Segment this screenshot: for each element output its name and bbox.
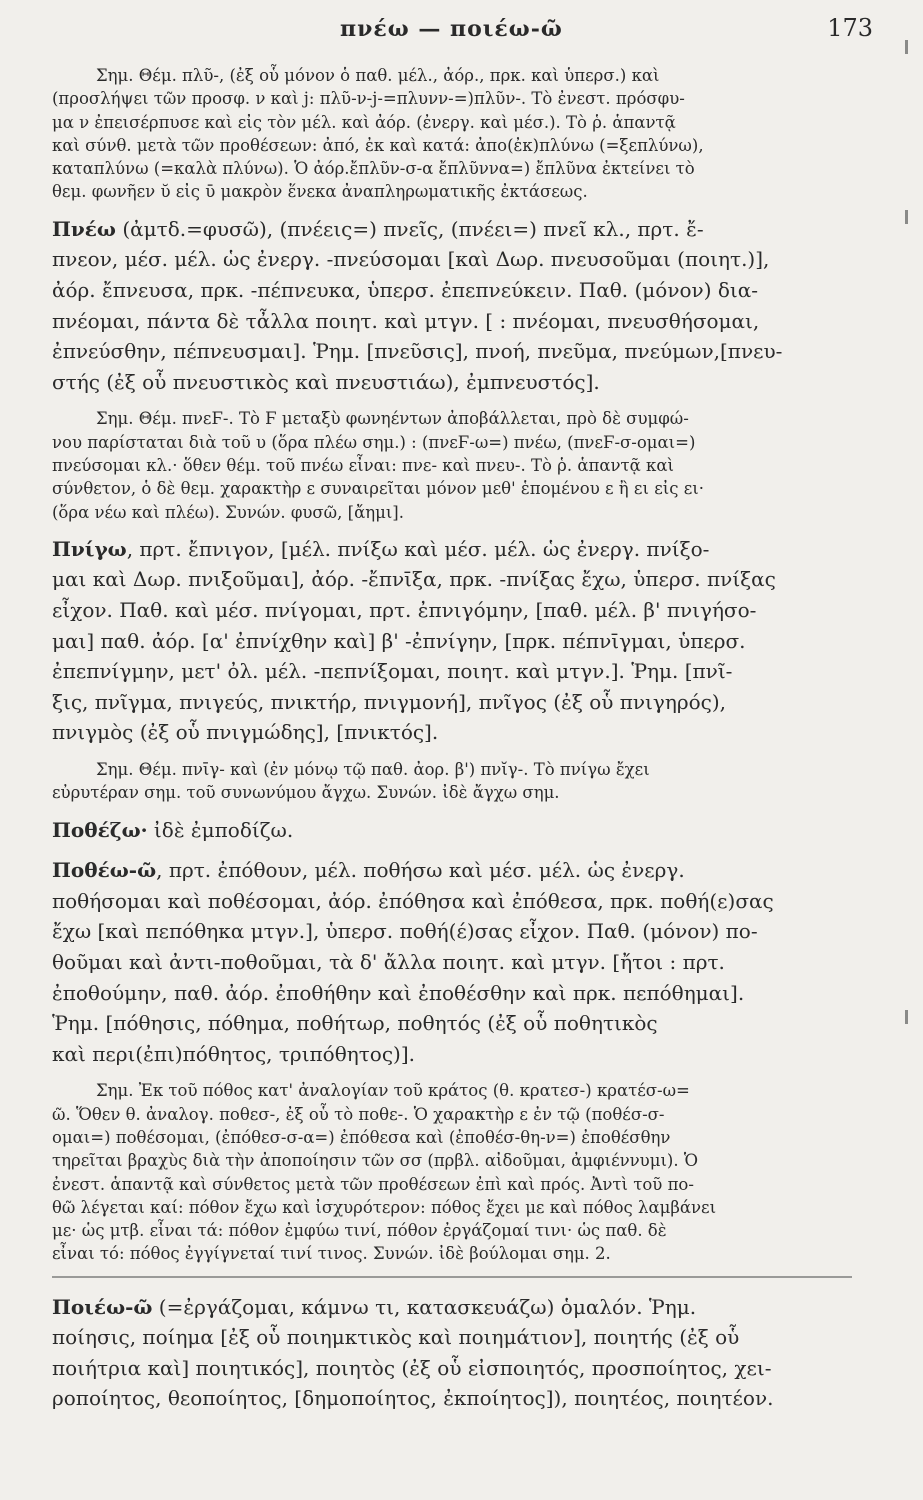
text-line: θεμ. φωνῆεν ῠ εἰς ῡ μακρὸν ἕνεκα ἀναπληρωματικῆς ἐκτάσεως. bbox=[52, 182, 588, 202]
text-line: Σημ. Θέμ. πνῑγ- καὶ (ἐν μόνῳ τῷ παθ. ἀορ. β') πνῐγ-. Τὸ πνίγω ἔχει bbox=[96, 759, 650, 779]
entry-text: , πρτ. ἐπόθουν, μέλ. ποθήσω καὶ μέσ. μέλ. ὡς ἐνεργ. bbox=[156, 858, 685, 883]
text-line: ροποίητος, θεοποίητος, [δημοποίητος, ἐκποίητος]), ποιητέος, ποιητέον. bbox=[52, 1386, 774, 1411]
text-line: ἐπεπνίγμην, μετ' ὀλ. μέλ. -πεπνίξομαι, ποιητ. καὶ μτγν.]. Ῥημ. [πνῖ- bbox=[52, 659, 733, 684]
headword: Ποιέω-ῶ bbox=[52, 1294, 153, 1319]
margin-mark bbox=[905, 210, 908, 224]
headword: Πνέω bbox=[52, 216, 116, 241]
page-number: 173 bbox=[827, 14, 873, 42]
headword: Πνίγω bbox=[52, 536, 127, 561]
margin-mark bbox=[905, 40, 908, 54]
text-line: ἐποθούμην, παθ. ἀόρ. ἐποθήθην καὶ ἐποθέσθην καὶ πρκ. πεπόθημαι]. bbox=[52, 980, 745, 1005]
text-line: με· ὡς μτβ. εἶναι τά: πόθον ἐμφύω τινί, πόθον ἐργάζομαί τινι· ὡς παθ. δὲ bbox=[52, 1221, 667, 1241]
text-line: ομαι=) ποθέσομαι, (ἐπόθεσ-σ-α=) ἐπόθεσα καὶ (ἐποθέσ-θη-ν=) ἐποθέσθην bbox=[52, 1127, 671, 1147]
note-block bbox=[52, 64, 852, 204]
text-line: πνεον, μέσ. μέλ. ὡς ἐνεργ. -πνεύσομαι [καὶ Δωρ. πνευσοῦμαι (ποιητ.)], bbox=[52, 247, 770, 272]
text-line: εὐρυτέραν σημ. τοῦ συνωνύμου ἄγχω. Συνών. ἰδὲ ἄγχω σημ. bbox=[52, 783, 560, 803]
entry-block bbox=[52, 214, 852, 398]
headword: Ποθέζω· bbox=[52, 817, 148, 842]
text-line: ἀόρ. ἔπνευσα, πρκ. -πέπνευκα, ὑπερσ. ἐπεπνεύκειν. Παθ. (μόνον) δια- bbox=[52, 277, 759, 302]
separator-rule bbox=[52, 1276, 852, 1278]
text-line: ποίησις, ποίημα [ἐξ οὗ ποιημκτικὸς καὶ ποιημάτιον], ποιητής (ἐξ οὗ bbox=[52, 1325, 740, 1350]
text-line bbox=[52, 534, 852, 565]
text-line: καταπλύνω (=καλὰ πλύνω). Ὁ ἀόρ.ἔπλῦν-σ-α ἔπλῦννα=) ἔπλῦνα ἐκτείνει τὸ bbox=[52, 159, 695, 179]
running-head: πνέω — ποιέω-ῶ bbox=[340, 16, 563, 42]
text-line bbox=[52, 815, 852, 846]
text-line: ποιήτρια καὶ] ποιητικός], ποιητὸς (ἐξ οὗ εἰσποιητός, προσποίητος, χει- bbox=[52, 1355, 772, 1380]
note-block bbox=[52, 1079, 852, 1265]
headword: Ποθέω-ῶ bbox=[52, 858, 157, 883]
text-line: θοῦμαι καὶ ἀντι-ποθοῦμαι, τὰ δ' ἄλλα ποιητ. καὶ μτγν. [ἤτοι : πρτ. bbox=[52, 949, 725, 974]
entry-block bbox=[52, 534, 852, 748]
text-line: σύνθετον, ὁ δὲ θεμ. χαρακτὴρ ε συναιρεῖται μόνον μεθ' ἑπομένου ε ἢ ει εἰς ει· bbox=[52, 479, 704, 499]
text-line: εἶναι τό: πόθος ἐγγίγνεταί τινί τινος. Συνών. ἰδὲ βούλομαι σημ. 2. bbox=[52, 1244, 611, 1264]
text-line: πνέομαι, πάντα δὲ τἆλλα ποιητ. καὶ μτγν. [ : πνέομαι, πνευσθήσομαι, bbox=[52, 308, 760, 333]
text-line: μαι καὶ Δωρ. πνιξοῦμαι], ἀόρ. -ἔπνῑξα, πρκ. -πνίξας ἔχω, ὑπερσ. πνίξας bbox=[52, 567, 776, 592]
text-line: (προσλήψει τῶν προσφ. ν καὶ j: πλῦ-ν-j-=πλυνν-=)πλῦν-. Τὸ ἐνεστ. πρόσφυ- bbox=[52, 89, 685, 109]
text-line: καὶ σύνθ. μετὰ τῶν προθέσεων: ἀπό, ἐκ καὶ κατά: ἀπο(ἐκ)πλύνω (=ξεπλύνω), bbox=[52, 135, 704, 155]
text-line: πνιγμὸς (ἐξ οὗ πνιγμώδης], [πνικτός]. bbox=[52, 720, 439, 745]
margin-mark bbox=[905, 1010, 908, 1024]
note-block bbox=[52, 758, 852, 805]
page-header bbox=[0, 10, 923, 50]
text-line: Σημ. Ἐκ τοῦ πόθος κατ' ἀναλογίαν τοῦ κράτος (θ. κρατεσ-) κρατέσ-ω= bbox=[96, 1081, 690, 1101]
text-line: καὶ περι(ἐπι)πόθητος, τριπόθητος)]. bbox=[52, 1041, 416, 1066]
text-line: τηρεῖται βραχὺς διὰ τὴν ἀποποίησιν τῶν σσ (πρβλ. αἰδοῦμαι, ἀμφιέννυμι). Ὁ bbox=[52, 1151, 699, 1171]
text-line: μαι] παθ. ἀόρ. [α' ἐπνίχθην καὶ] β' -ἐπνίγην, [πρκ. πέπνῑγμαι, ὑπερσ. bbox=[52, 628, 746, 653]
entry-text: (ἀμτδ.=φυσῶ), (πνέεις=) πνεῖς, (πνέει=) πνεῖ κλ., πρτ. ἔ- bbox=[115, 216, 704, 241]
entry-block bbox=[52, 855, 852, 1069]
entry-text: (=ἐργάζομαι, κάμνω τι, κατασκευάζω) ὁμαλόν. Ῥημ. bbox=[152, 1294, 697, 1319]
text-line: ποθήσομαι καὶ ποθέσομαι, ἀόρ. ἐπόθησα καὶ ἐπόθεσα, πρκ. ποθή(ε)σας bbox=[52, 888, 774, 913]
text-line: ῶ. Ὅθεν θ. ἀναλογ. ποθεσ-, ἐξ οὗ τὸ ποθε-. Ὁ χαρακτὴρ ε ἐν τῷ (ποθέσ-σ- bbox=[52, 1104, 665, 1124]
text-line: εἶχον. Παθ. καὶ μέσ. πνίγομαι, πρτ. ἐπνιγόμην, [παθ. μέλ. β' πνιγήσο- bbox=[52, 598, 757, 623]
entry-block bbox=[52, 815, 852, 846]
text-line bbox=[52, 214, 852, 245]
text-line: ἐπνεύσθην, πέπνευσμαι]. Ῥημ. [πνεῦσις], πνοή, πνεῦμα, πνεύμων,[πνευ- bbox=[52, 339, 783, 364]
text-line: πνεύσομαι κλ.· ὅθεν θέμ. τοῦ πνέω εἶναι: πνε- καὶ πνευ-. Τὸ ῥ. ἁπαντᾷ καὶ bbox=[52, 455, 674, 475]
text-line: μα ν ἐπεισέρπυσε καὶ εἰς τὸν μέλ. καὶ ἀόρ. (ἐνεργ. καὶ μέσ.). Τὸ ῥ. ἁπαντᾷ bbox=[52, 112, 676, 132]
text-line: στής (ἐξ οὗ πνευστικὸς καὶ πνευστιάω), ἐμπνευστός]. bbox=[52, 369, 600, 394]
text-line: θῶ λέγεται καί: πόθον ἔχω καὶ ἰσχυρότερον: πόθος ἔχει με καὶ πόθος λαμβάνει bbox=[52, 1197, 717, 1217]
text-line: ἐνεστ. ἁπαντᾷ καὶ σύνθετος μετὰ τῶν προθέσεων ἐπὶ καὶ πρός. Ἀντὶ τοῦ πο- bbox=[52, 1174, 694, 1194]
text-line bbox=[52, 1292, 852, 1323]
text-line: ἔχω [καὶ πεπόθηκα μτγν.], ὑπερσ. ποθή(έ)σας εἶχον. Παθ. (μόνον) πο- bbox=[52, 919, 758, 944]
entry-text: , πρτ. ἔπνιγον, [μέλ. πνίξω καὶ μέσ. μέλ. ὡς ἐνεργ. πνίξο- bbox=[126, 536, 710, 561]
page-body bbox=[52, 64, 852, 1424]
text-line: Σημ. Θέμ. πνεϜ-. Τὸ Ϝ μεταξὺ φωνηέντων ἀποβάλλεται, πρὸ δὲ συμφώ- bbox=[96, 409, 689, 429]
entry-block bbox=[52, 1292, 852, 1414]
entry-text: ἰδὲ ἐμποδίζω. bbox=[147, 817, 294, 842]
text-line: ξις, πνῖγμα, πνιγεύς, πνικτήρ, πνιγμονή], πνῖγος (ἐξ οὗ πνιγηρός), bbox=[52, 689, 726, 714]
note-block bbox=[52, 407, 852, 523]
text-line: Σημ. Θέμ. πλῦ-, (ἐξ οὗ μόνον ὁ παθ. μέλ., ἀόρ., πρκ. καὶ ὑπερσ.) καὶ bbox=[96, 66, 660, 85]
text-line: (ὅρα νέω καὶ πλέω). Συνών. φυσῶ, [ἄημι]. bbox=[52, 502, 404, 522]
text-line: Ῥημ. [πόθησις, πόθημα, ποθήτωρ, ποθητός (ἐξ οὗ ποθητικὸς bbox=[52, 1011, 658, 1036]
text-line: νου παρίσταται διὰ τοῦ υ (ὅρα πλέω σημ.) : (πνεϜ-ω=) πνέω, (πνεϜ-σ-ομαι=) bbox=[52, 432, 696, 452]
text-line bbox=[52, 855, 852, 886]
